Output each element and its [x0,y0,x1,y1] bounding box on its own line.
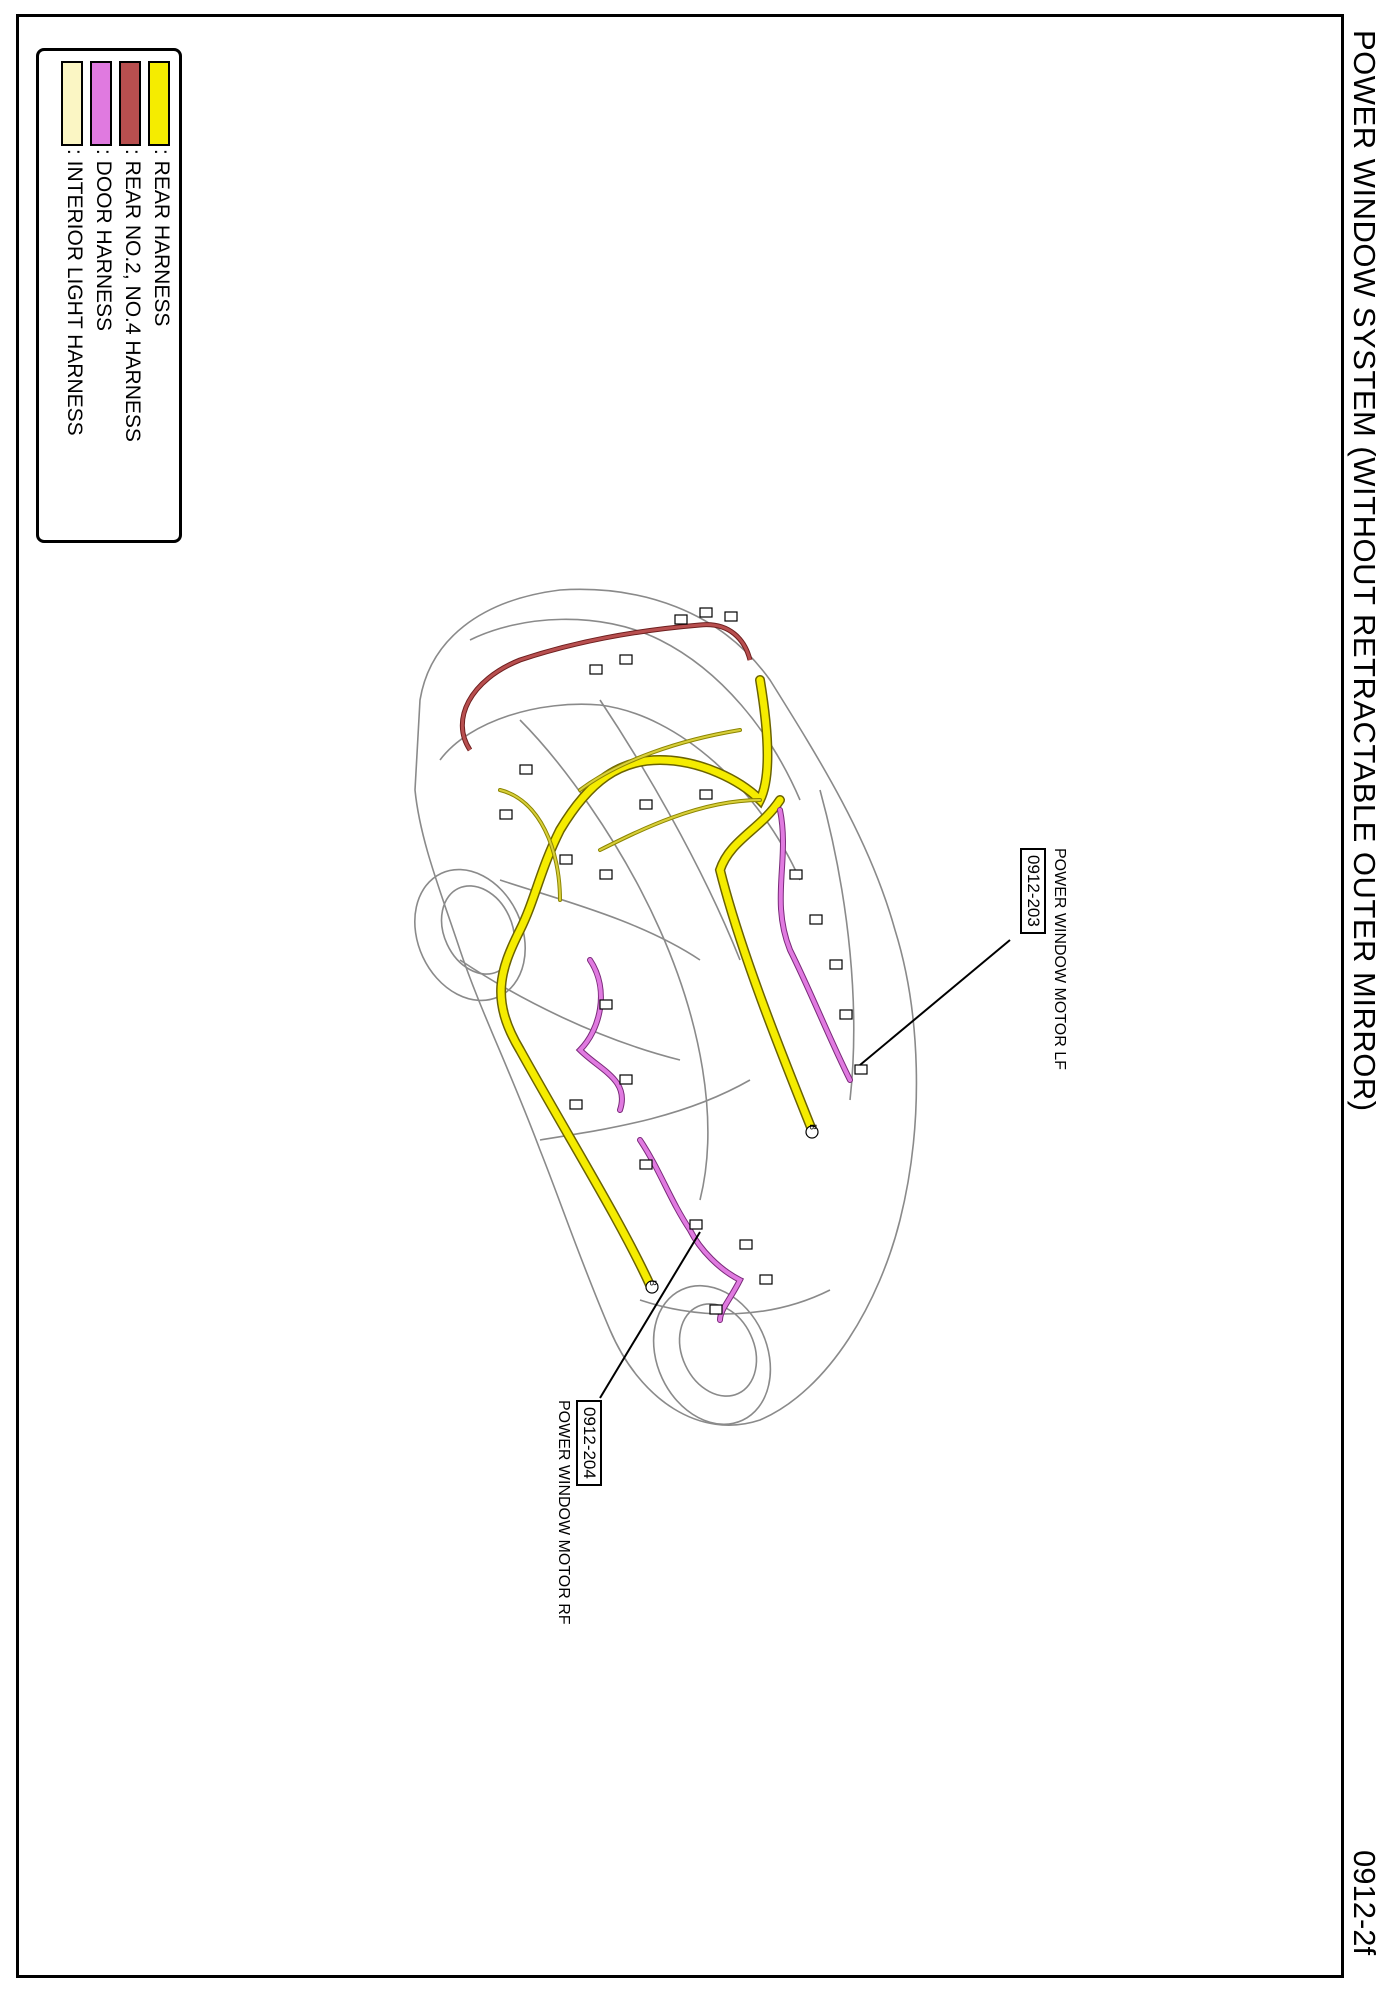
leader-line-motor-lf [860,940,1010,1065]
callout-code-motor-rf: 0912-204 [576,1400,602,1486]
door-harness-runs [580,810,850,1320]
rear-harness-run [500,680,812,1285]
callout-label-motor-rf: POWER WINDOW MOTOR RF [555,1400,572,1625]
ground-mark-label-a: B [808,1124,818,1131]
legend-label-door-harness: : DOOR HARNESS [92,149,115,332]
ground-mark-label-b: B [648,1280,658,1287]
legend-label-rear-harness: : REAR HARNESS [150,149,173,327]
rear-no2-no4-harness-run [462,625,750,750]
leader-line-motor-rf [600,1232,700,1398]
legend-label-interior-light-harness: : INTERIOR LIGHT HARNESS [63,149,86,436]
ground-point-marks [646,1126,818,1293]
legend-label-rear-no2-no4-harness: : REAR NO.2, NO.4 HARNESS [121,149,144,442]
callout-label-motor-lf: POWER WINDOW MOTOR LF [1051,848,1068,1070]
page-number: 0912-2f [1347,1850,1382,1956]
vehicle-body-outline [415,589,916,1425]
page-title: POWER WINDOW SYSTEM (WITHOUT RETRACTABLE OUTER MIRROR) [1347,30,1382,1112]
front-wheel [394,851,546,1018]
harness-connectors [500,608,867,1314]
callout-code-motor-lf: 0912-203 [1020,848,1046,934]
